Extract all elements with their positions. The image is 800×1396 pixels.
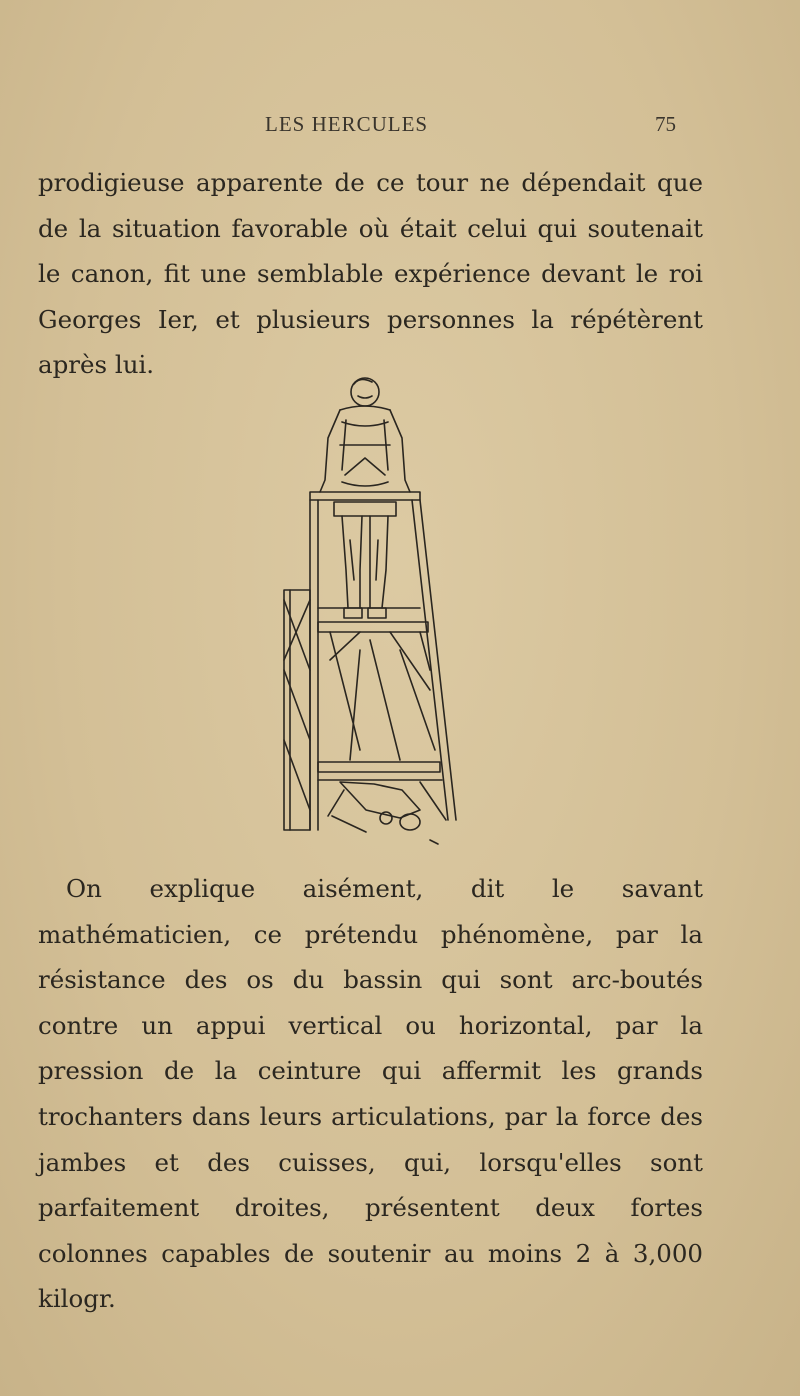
engraving-illustration	[270, 370, 470, 850]
paragraph-explanation: On explique aisément, dit le savant mathématicien, ce prétendu phénomène, par la résistance des os du bassin qui sont arc-boutés contre un appui vertical ou horizontal, par la pression de la ceinture qui affermit les grands trochanters dans leurs articulations, par la force des jambes et des cuisses, qui, lorsqu'elles sont parfaitement droites, présentent deux fortes colonnes capables de soutenir au moins 2 à 3,000 kilogr.	[38, 874, 703, 1314]
paragraph-continued: prodigieuse apparente de ce tour ne dépendait que de la situation favorable où était celui qui soutenait le canon, fit une semblable expérience devant le roi Georges Ier, et plusieurs personnes la répétèrent après lui.	[38, 168, 703, 380]
page-number: 75	[655, 112, 676, 136]
running-head	[0, 112, 800, 142]
running-title: LES HERCULES	[265, 112, 429, 136]
strongman-scaffold-drawing	[270, 370, 470, 850]
